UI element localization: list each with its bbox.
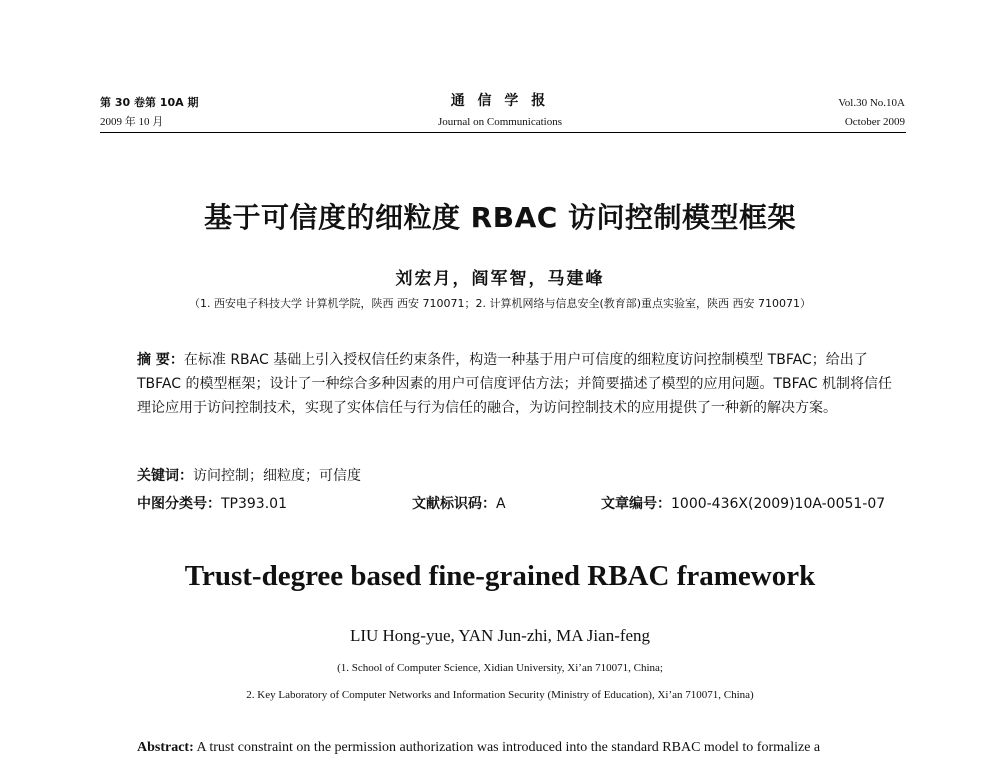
document-code-value: A [496, 496, 506, 512]
keywords-cn-values: 访问控制；细粒度；可信度 [193, 468, 361, 484]
clc-label: 中图分类号： [137, 496, 221, 512]
affiliation-en-2: 2. Key Laboratory of Computer Networks and Information Security (Ministry of Education), Xi’an 710071, China) [246, 689, 754, 701]
keywords-cn-label: 关键词： [137, 468, 193, 484]
header-date-en: October 2009 [844, 116, 905, 128]
clc-number [137, 494, 287, 514]
clc-value: TP393.01 [221, 496, 287, 512]
journal-name-en: Journal on Communications [437, 116, 563, 128]
article-number [601, 494, 885, 514]
keywords-cn [137, 466, 361, 486]
abstract-cn-label: 摘 要： [137, 352, 184, 368]
abstract-cn-text: 在标准 RBAC 基础上引入授权信任约束条件，构造一种基于用户可信度的细粒度访问控制模型 TBFAC；给出了 TBFAC 的模型框架；设计了一种综合多种因素的用户可信度评估方法；并简要描述了模型的应用问题。TBFAC 机制将信任理论应用于访问控制技术，实现了实体信任与行为信任的融合，为访问控制技术的应用提供了一种新的解决方案。 [137, 352, 892, 416]
abstract-en [137, 738, 897, 758]
abstract-en-label: Abstract: [137, 740, 194, 755]
paper-title-cn: 基于可信度的细粒度 RBAC 访问控制模型框架 [203, 201, 797, 234]
document-code-label: 文献标识码： [412, 496, 496, 512]
header-volume-issue: 第 30 卷第 10A 期 [100, 96, 199, 109]
article-number-label: 文章编号： [601, 496, 671, 512]
affiliation-cn: （1. 西安电子科技大学 计算机学院，陕西 西安 710071；2. 计算机网络与信息安全(教育部)重点实验室，陕西 西安 710071） [188, 297, 812, 310]
article-number-value: 1000-436X(2009)10A-0051-07 [671, 496, 886, 512]
abstract-en-text: A trust constraint on the permission authorization was introduced into the standard RBAC model to formalize a [196, 740, 821, 755]
affiliation-en-1: (1. School of Computer Science, Xidian University, Xi’an 710071, China; [337, 662, 663, 674]
journal-name-cn: 通 信 学 报 [450, 93, 550, 109]
header-date: 2009 年 10 月 [100, 116, 164, 128]
paper-title-en: Trust-degree based fine-grained RBAC framework [184, 560, 816, 592]
header-rule [100, 132, 906, 133]
abstract-cn [137, 348, 897, 420]
authors-cn: 刘宏月，阎军智，马建峰 [395, 269, 605, 288]
document-code [412, 494, 506, 514]
authors-en: LIU Hong-yue, YAN Jun-zhi, MA Jian-feng [349, 626, 651, 645]
header-volume-en: Vol.30 No.10A [838, 97, 905, 109]
